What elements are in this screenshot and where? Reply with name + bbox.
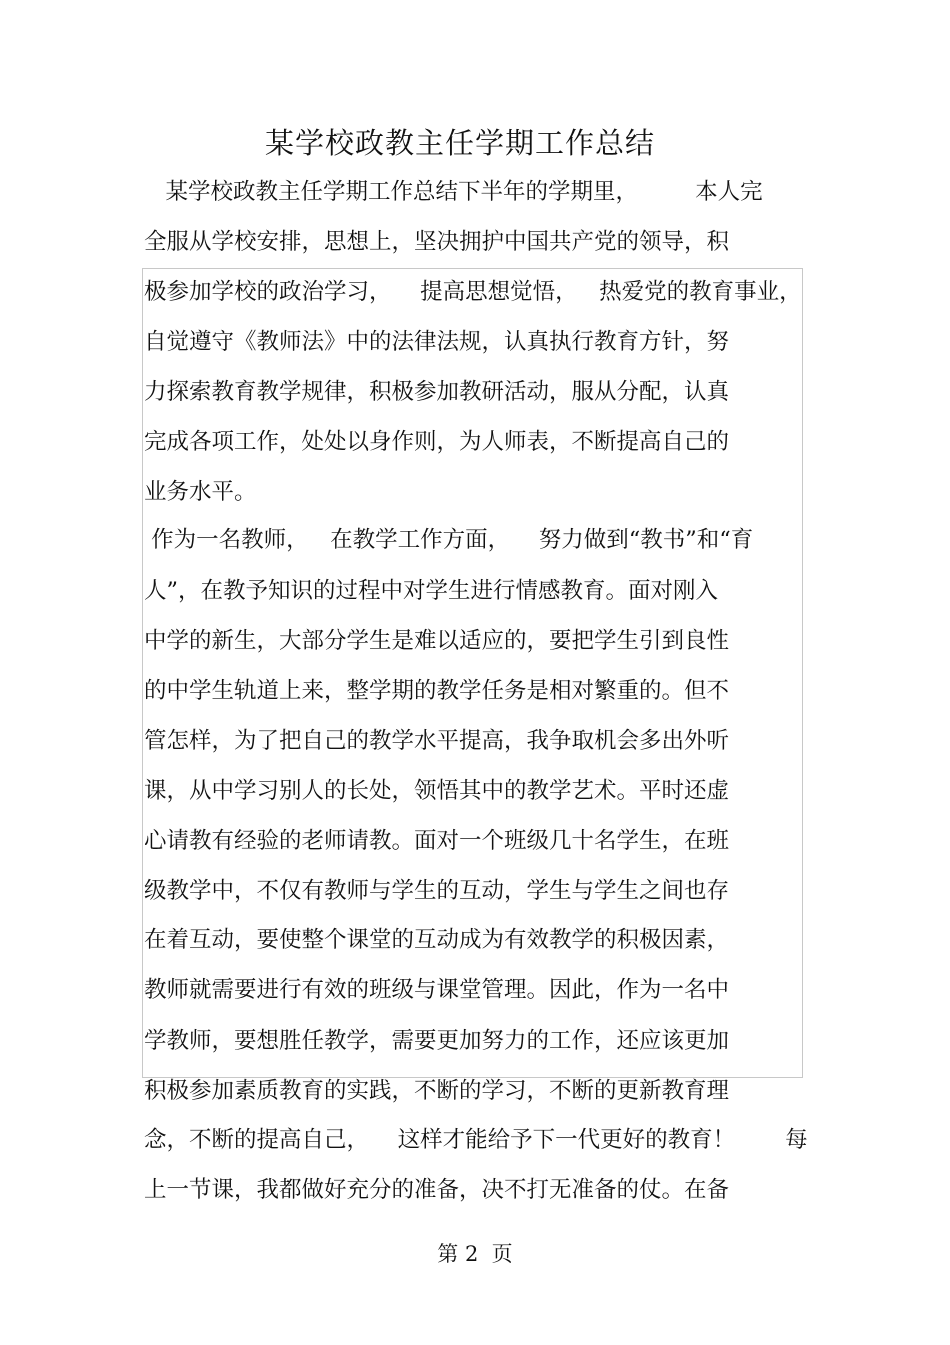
body-text-line: 极参加学校的政治学习， 提高思想觉悟， 热爱党的教育事业， bbox=[144, 279, 802, 305]
body-text-line: 上一节课，我都做好充分的准备，决不打无准备的仗。在备 bbox=[144, 1177, 730, 1203]
body-text-line: 某学校政教主任学期工作总结下半年的学期里， 本人完 bbox=[144, 179, 763, 205]
body-text-line: 教师就需要进行有效的班级与课堂管理。因此，作为一名中 bbox=[144, 977, 730, 1003]
body-text-line: 积极参加素质教育的实践，不断的学习，不断的更新教育理 bbox=[144, 1078, 730, 1104]
document-title: 某学校政教主任学期工作总结 bbox=[264, 126, 655, 160]
body-text-line: 课，从中学习别人的长处，领悟其中的教学艺术。平时还虚 bbox=[144, 778, 730, 804]
body-text-line: 念，不断的提高自己， 这样才能给予下一代更好的教育！ 每 bbox=[144, 1127, 808, 1153]
body-text-line: 自觉遵守《教师法》中的法律法规，认真执行教育方针，努 bbox=[144, 329, 730, 355]
body-text-line: 的中学生轨道上来，整学期的教学任务是相对繁重的。但不 bbox=[144, 678, 730, 704]
body-text-line: 全服从学校安排，思想上，坚决拥护中国共产党的领导，积 bbox=[144, 229, 730, 255]
body-text-line: 学教师，要想胜任教学，需要更加努力的工作，还应该更加 bbox=[144, 1028, 730, 1054]
body-text-line: 完成各项工作，处处以身作则，为人师表，不断提高自己的 bbox=[144, 429, 730, 455]
body-text-line: 管怎样，为了把自己的教学水平提高，我争取机会多出外听 bbox=[144, 728, 730, 754]
body-text-line: 中学的新生，大部分学生是难以适应的，要把学生引到良性 bbox=[144, 628, 730, 654]
body-text-line: 级教学中，不仅有教师与学生的互动，学生与学生之间也存 bbox=[144, 878, 730, 904]
body-text-line: 心请教有经验的老师请教。面对一个班级几十名学生，在班 bbox=[144, 828, 730, 854]
body-text-line: 力探索教育教学规律，积极参加教研活动，服从分配，认真 bbox=[144, 379, 730, 405]
body-text-line: 作为一名教师， 在教学工作方面， 努力做到“教书”和“育 bbox=[144, 527, 754, 553]
page-number-footer: 第 2 页 bbox=[437, 1242, 513, 1266]
body-text-line: 业务水平。 bbox=[144, 479, 257, 505]
body-text-line: 在着互动，要使整个课堂的互动成为有效教学的积极因素， bbox=[144, 927, 730, 953]
body-text-line: 人”，在教予知识的过程中对学生进行情感教育。面对刚入 bbox=[144, 578, 719, 604]
